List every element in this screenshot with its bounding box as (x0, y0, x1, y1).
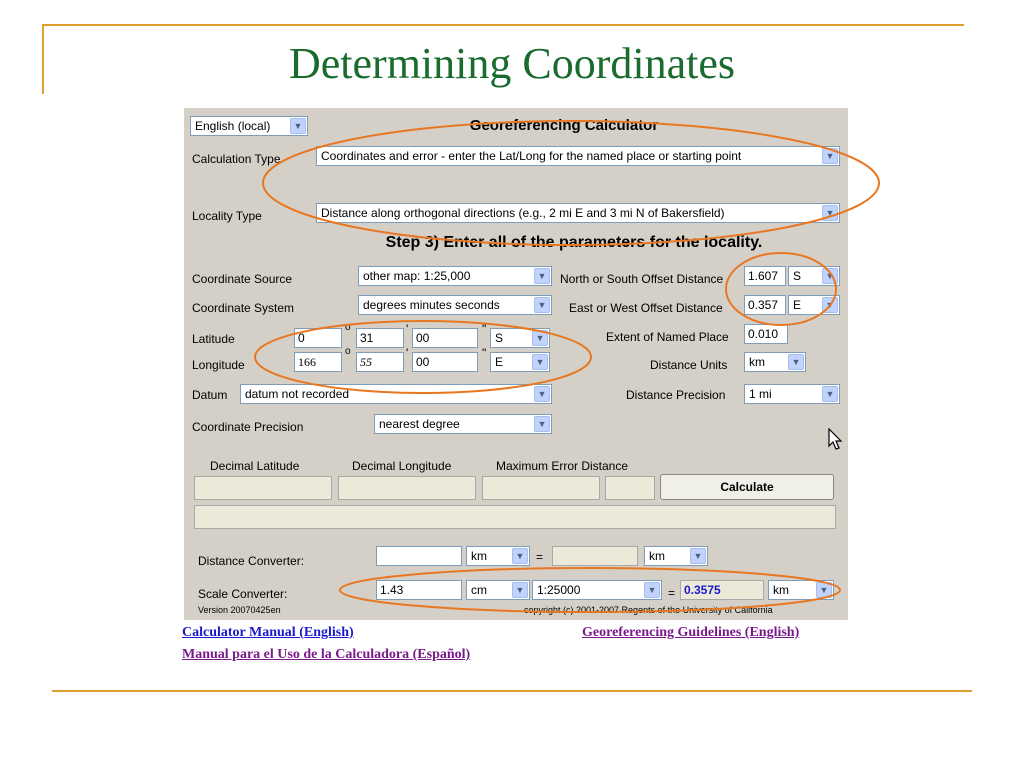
decimal-latitude-label: Decimal Latitude (210, 459, 300, 473)
distance-converter-unit1-value: km (471, 549, 487, 563)
chevron-down-icon: ▼ (532, 354, 548, 370)
scale-result-unit-value: km (773, 583, 789, 597)
max-error-output (482, 476, 600, 500)
distance-converter-unit2-value: km (649, 549, 665, 563)
distance-precision-select[interactable] (744, 384, 840, 404)
datum-value: datum not recorded (245, 387, 350, 401)
decimal-longitude-label: Decimal Longitude (352, 459, 452, 473)
locality-type-value: Distance along orthogonal directions (e.g., 2 mi E and 3 mi N of Bakersfield) (321, 206, 725, 220)
distance-converter-label: Distance Converter: (198, 554, 305, 568)
calc-type-label: Calculation Type (192, 152, 281, 166)
distance-units-value: km (749, 355, 765, 369)
distance-converter-output (552, 546, 638, 566)
max-error-label: Maximum Error Distance (496, 459, 629, 473)
distance-units-label: Distance Units (650, 358, 728, 372)
lat-minute-symbol: ' (406, 322, 409, 336)
ew-offset-input[interactable]: 0.357 (744, 295, 786, 315)
extent-input[interactable]: 0.010 (744, 324, 788, 344)
max-error-units-output (605, 476, 655, 500)
coord-source-select[interactable] (358, 266, 552, 286)
scale-converter-input[interactable]: 1.43 (376, 580, 462, 600)
lon-direction-value: E (495, 355, 504, 369)
coord-system-label: Coordinate System (192, 301, 295, 315)
calc-type-value: Coordinates and error - enter the Lat/Long for the named place or starting point (321, 149, 742, 163)
decimal-longitude-output (338, 476, 476, 500)
coord-precision-select[interactable] (374, 414, 552, 434)
lat-direction-select[interactable] (490, 328, 550, 348)
lat-degrees-input[interactable]: 0 (294, 328, 342, 348)
mouse-cursor-icon (828, 428, 844, 452)
full-result-output (194, 505, 836, 529)
scale-ratio-value: 1:25000 (537, 583, 581, 597)
lat-minutes-input[interactable]: 31 (356, 328, 404, 348)
scale-converter-equals: = (668, 586, 676, 600)
extent-label: Extent of Named Place (606, 330, 729, 344)
scale-converter-output: 0.3575 (680, 580, 764, 600)
distance-precision-value: 1 mi (749, 387, 772, 401)
lat-direction-value: S (495, 331, 504, 345)
decorative-top-rule (42, 24, 964, 26)
distance-units-select[interactable] (744, 352, 806, 372)
distance-converter-unit1-select[interactable] (466, 546, 530, 566)
longitude-label: Longitude (192, 358, 245, 372)
chevron-down-icon: ▼ (534, 297, 550, 313)
chevron-down-icon: ▼ (534, 268, 550, 284)
lon-second-symbol: " (482, 346, 487, 360)
step-heading: Step 3) Enter all of the parameters for the locality. (385, 234, 763, 251)
lon-minutes-input[interactable]: 55 (356, 352, 404, 372)
ew-direction-select[interactable] (788, 295, 840, 315)
lon-minute-symbol: ' (406, 346, 409, 360)
lon-seconds-input[interactable]: 00 (412, 352, 478, 372)
coord-precision-value: nearest degree (379, 417, 460, 431)
georeferencing-calculator (184, 108, 848, 620)
manual-spanish-link[interactable]: Manual para el Uso de la Calculadora (Español) (182, 647, 471, 662)
chevron-down-icon: ▼ (290, 118, 306, 134)
decimal-latitude-output (194, 476, 332, 500)
scale-result-unit-select[interactable] (768, 580, 834, 600)
chevron-down-icon: ▼ (822, 386, 838, 402)
scale-converter-unit-select[interactable] (466, 580, 530, 600)
chevron-down-icon: ▼ (822, 205, 838, 221)
distance-converter-equals: = (536, 550, 544, 564)
chevron-down-icon: ▼ (644, 582, 660, 598)
lon-direction-select[interactable] (490, 352, 550, 372)
calculator-title: Georeferencing Calculator (469, 117, 659, 134)
georeferencing-guidelines-link[interactable]: Georeferencing Guidelines (English) (582, 625, 800, 640)
chevron-down-icon: ▼ (534, 416, 550, 432)
chevron-down-icon: ▼ (532, 330, 548, 346)
datum-label: Datum (192, 388, 228, 402)
chevron-down-icon: ▼ (512, 548, 528, 564)
ew-direction-value: E (793, 298, 802, 312)
datum-select[interactable] (240, 384, 552, 404)
calculator-manual-link[interactable]: Calculator Manual (English) (182, 625, 354, 640)
copyright-text: copyright (c) 2001-2007 Regents of the University of California (524, 605, 773, 615)
lat-degree-symbol: o (345, 322, 351, 333)
coord-source-label: Coordinate Source (192, 272, 293, 286)
chevron-down-icon: ▼ (816, 582, 832, 598)
chevron-down-icon: ▼ (512, 582, 528, 598)
slide-title: Determining Coordinates (288, 39, 735, 88)
coord-system-select[interactable] (358, 295, 552, 315)
chevron-down-icon: ▼ (822, 297, 838, 313)
coord-system-value: degrees minutes seconds (363, 298, 500, 312)
distance-precision-label: Distance Precision (626, 388, 726, 402)
latitude-label: Latitude (192, 332, 235, 346)
ns-direction-select[interactable] (788, 266, 840, 286)
chevron-down-icon: ▼ (534, 386, 550, 402)
ns-direction-value: S (793, 269, 802, 283)
language-select[interactable] (190, 116, 308, 136)
lon-degrees-input[interactable]: 166 (294, 352, 342, 372)
distance-converter-unit2-select[interactable] (644, 546, 708, 566)
ns-offset-input[interactable]: 1.607 (744, 266, 786, 286)
calc-type-select[interactable] (316, 146, 840, 166)
scale-converter-unit-value: cm (471, 583, 487, 597)
decorative-bottom-rule (52, 690, 972, 692)
chevron-down-icon: ▼ (690, 548, 706, 564)
ns-offset-label: North or South Offset Distance (560, 272, 724, 286)
locality-type-select[interactable] (316, 203, 840, 223)
chevron-down-icon: ▼ (822, 148, 838, 164)
ew-offset-label: East or West Offset Distance (569, 301, 723, 315)
lat-second-symbol: " (482, 322, 487, 336)
scale-ratio-select[interactable] (532, 580, 662, 600)
coord-source-value: other map: 1:25,000 (363, 269, 471, 283)
lat-seconds-input[interactable]: 00 (412, 328, 478, 348)
coord-precision-label: Coordinate Precision (192, 420, 304, 434)
chevron-down-icon: ▼ (788, 354, 804, 370)
locality-type-label: Locality Type (192, 209, 262, 223)
distance-converter-input[interactable] (376, 546, 462, 566)
lon-degree-symbol: o (345, 346, 351, 357)
chevron-down-icon: ▼ (822, 268, 838, 284)
scale-converter-label: Scale Converter: (198, 587, 288, 601)
calculate-button[interactable]: Calculate (660, 474, 834, 500)
version-text: Version 20070425en (198, 605, 281, 615)
language-select-value: English (local) (195, 119, 271, 133)
